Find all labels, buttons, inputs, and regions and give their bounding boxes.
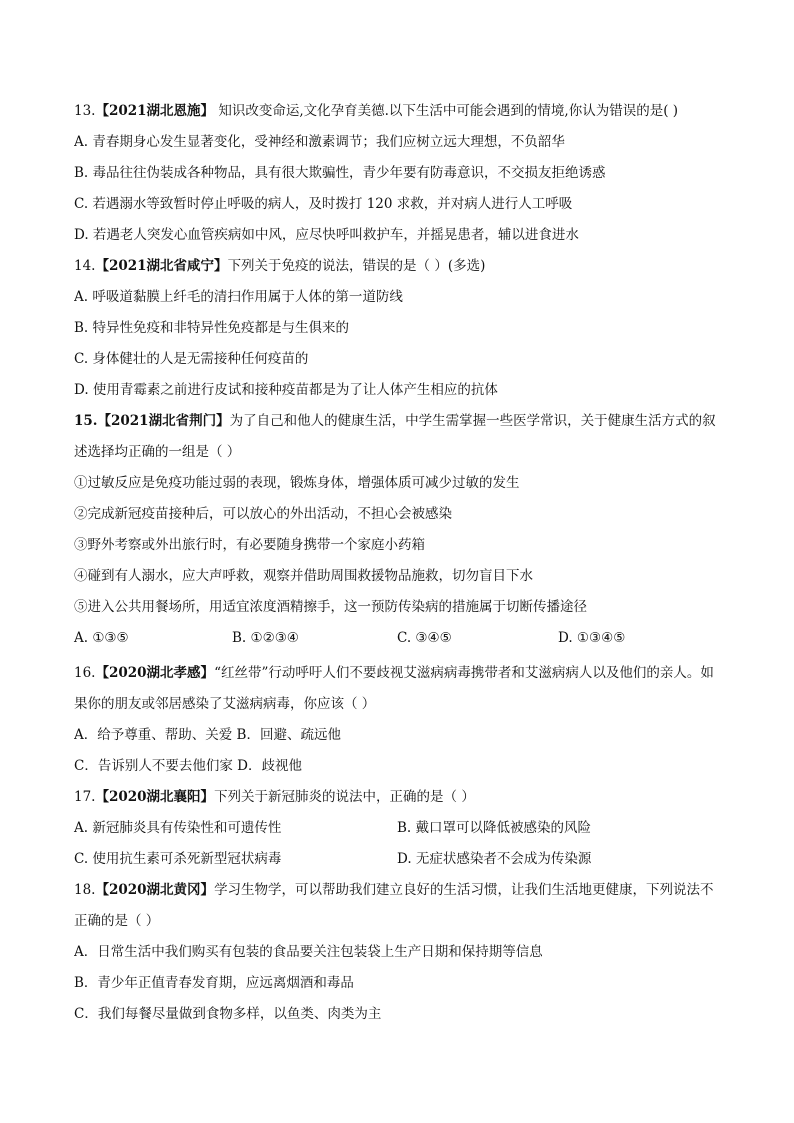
- question-15-option-c: C. ③④⑤: [397, 630, 452, 646]
- question-15-item-3: ③野外考察或外出旅行时，有必要随身携带一个家庭小药箱: [74, 537, 425, 553]
- question-13-option-a: A. 青春期身心发生显著变化，受神经和激素调节；我们应树立远大理想，不负韶华: [74, 134, 565, 150]
- question-15-stem: [74, 406, 724, 436]
- question-17-option-c: C. 使用抗生素可杀死新型冠状病毒: [74, 851, 282, 867]
- question-17-option-a: A. 新冠肺炎具有传染性和可遗传性: [74, 820, 282, 836]
- question-18-option-b: B．青少年正值青春发育期，应远离烟酒和毒品: [74, 975, 354, 991]
- question-17-options-row-1: [74, 813, 724, 843]
- question-number: 14.: [74, 258, 96, 274]
- question-text: 知识改变命运,文化孕育美德.以下生活中可能会遇到的情境,你认为错误的是( ): [214, 103, 679, 119]
- question-text: 下列关于免疫的说法，错误的是（ ）(多选): [227, 258, 486, 274]
- question-13-option-d: D. 若遇老人突发心血管疾病如中风，应尽快呼叫救护车，并摇晃患者，辅以进食进水: [74, 227, 579, 243]
- question-14-option-c: C. 身体健壮的人是无需接种任何疫苗的: [74, 351, 309, 367]
- question-number: 15.: [74, 413, 98, 429]
- question-17-option-b: B. 戴口罩可以降低被感染的风险: [397, 820, 592, 836]
- question-14-stem: [74, 251, 724, 281]
- question-15-option-a: A. ①③⑤: [74, 630, 129, 646]
- question-15-item-1: ①过敏反应是免疫功能过弱的表现，锻炼身体，增强体质可减少过敏的发生: [74, 475, 520, 491]
- question-16-options-cd: C．告诉别人不要去他们家 D．歧视他: [74, 758, 302, 774]
- question-source: 【2021湖北省荆门】: [97, 413, 230, 429]
- question-16-stem: [74, 658, 724, 688]
- question-source: 【2020湖北孝感】: [95, 665, 215, 681]
- question-text: 下列关于新冠肺炎的说法中，正确的是（ ）: [214, 789, 475, 805]
- question-14-option-b: B. 特异性免疫和非特异性免疫都是与生俱来的: [74, 320, 350, 336]
- question-15-item-4: ④碰到有人溺水，应大声呼救，观察并借助周围救援物品施救，切勿盲目下水: [74, 568, 533, 584]
- question-number: 17.: [74, 789, 96, 805]
- question-18-stem: [74, 875, 724, 905]
- question-number: 13.: [74, 103, 96, 119]
- question-13-stem: [74, 96, 724, 126]
- question-15-item-5: ⑤进入公共用餐场所，用适宜浓度酒精擦手，这一预防传染病的措施属于切断传播途径: [74, 599, 587, 615]
- question-number: 16.: [74, 665, 96, 681]
- question-17-option-d: D. 无症状感染者不会成为传染源: [397, 851, 592, 867]
- question-text: 学习生物学，可以帮助我们建立良好的生活习惯，让我们生活地更健康，下列说法不: [214, 882, 714, 898]
- question-source: 【2021湖北省咸宁】: [95, 258, 228, 274]
- question-18-option-a: A．日常生活中我们购买有包装的食品要关注包装袋上生产日期和保持期等信息: [74, 944, 543, 960]
- question-source: 【2020湖北黄冈】: [95, 882, 215, 898]
- question-17-stem: [74, 782, 724, 812]
- question-17-options-row-2: [74, 844, 724, 874]
- question-16-options-ab: A．给予尊重、帮助、关爱 B．回避、疏远他: [74, 727, 341, 743]
- question-18-stem-continued: 正确的是（ ）: [74, 913, 160, 929]
- question-text: “红丝带”行动呼吁人们不要歧视艾滋病病毒携带者和艾滋病病人以及他们的亲人。如: [214, 665, 714, 681]
- question-14-option-d: D. 使用青霉素之前进行皮试和接种疫苗都是为了让人体产生相应的抗体: [74, 382, 498, 398]
- question-13-option-b: B. 毒品往往伪装成各种物品，具有很大欺骗性，青少年要有防毒意识，不交损友拒绝诱惑: [74, 165, 606, 181]
- question-source: 【2021湖北恩施】: [95, 103, 215, 119]
- question-number: 18.: [74, 882, 96, 898]
- question-15-item-2: ②完成新冠疫苗接种后，可以放心的外出活动，不担心会被感染: [74, 506, 452, 522]
- question-13-option-c: C. 若遇溺水等致暂时停止呼吸的病人，及时拨打 120 求救，并对病人进行人工呼吸: [74, 196, 573, 212]
- question-15-stem-continued: 述选择均正确的一组是（ ）: [74, 444, 241, 460]
- question-15-options: [74, 623, 724, 653]
- question-16-stem-continued: 果你的朋友或邻居感染了艾滋病病毒，你应该（ ）: [74, 696, 376, 712]
- question-text: 为了自己和他人的健康生活，中学生需掌握一些医学常识，关于健康生活方式的叙: [229, 413, 716, 429]
- question-15-option-d: D. ①③④⑤: [558, 630, 626, 646]
- question-18-option-c: C．我们每餐尽量做到食物多样，以鱼类、肉类为主: [74, 1006, 382, 1022]
- question-15-option-b: B. ①②③④: [232, 630, 299, 646]
- question-14-option-a: A. 呼吸道黏膜上纤毛的清扫作用属于人体的第一道防线: [74, 289, 403, 305]
- question-source: 【2020湖北襄阳】: [95, 789, 215, 805]
